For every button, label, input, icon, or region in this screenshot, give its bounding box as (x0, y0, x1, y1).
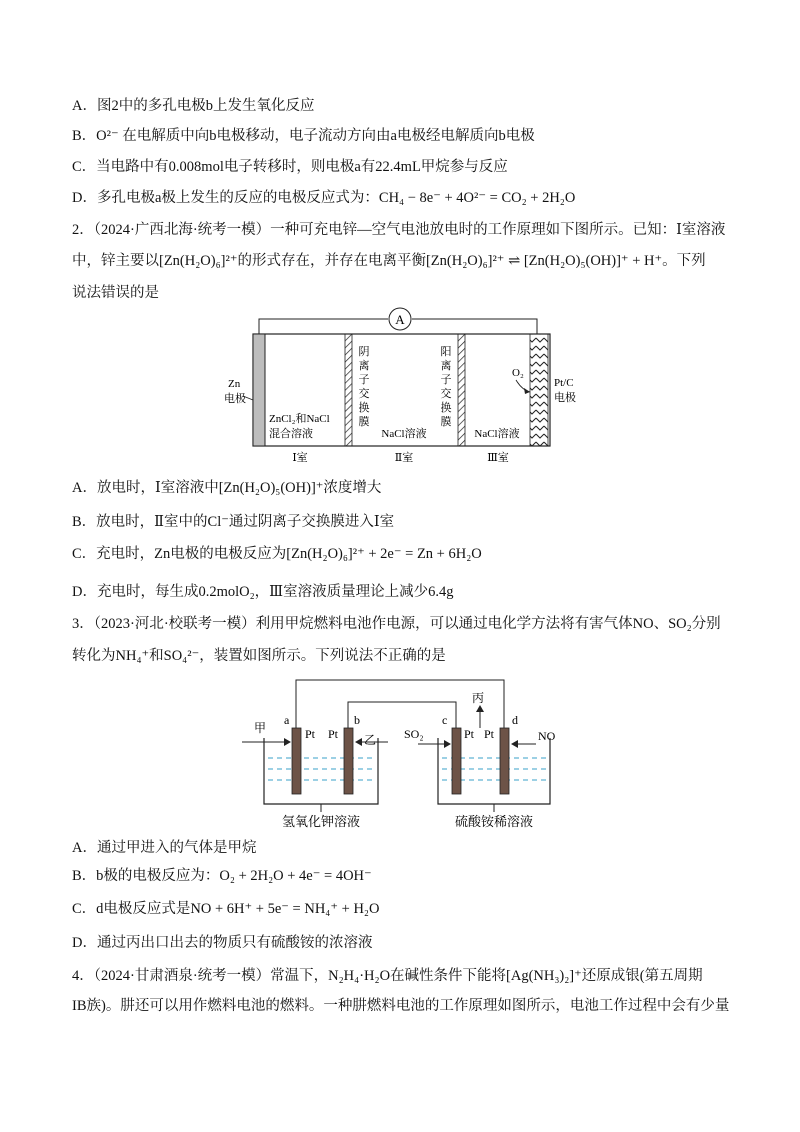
zinc-air-battery-diagram (224, 304, 576, 468)
cation-membrane-char: 换 (440, 402, 452, 414)
electrode-a-label: a (284, 713, 290, 727)
cation-membrane-char: 离 (440, 360, 452, 372)
q2-option-b: B．放电时，Ⅱ室中的Cl⁻通过阴离子交换膜进入Ⅰ室 (72, 514, 395, 530)
anion-membrane-char: 膜 (358, 416, 370, 428)
q1-option-d: D．多孔电极a极上发生的反应的电极反应式为：CH₄ − 8e⁻ + 4O²⁻ = CO₂ + 2H₂O (72, 190, 576, 206)
q2-option-d: D．充电时，每生成0.2molO₂，Ⅲ室溶液质量理论上减少6.4g (72, 584, 454, 600)
room2-label: Ⅱ室 (394, 452, 414, 464)
anion-membrane-char: 阴 (358, 346, 370, 358)
pt-label: Pt (328, 727, 339, 741)
room3-label: Ⅲ室 (487, 452, 509, 464)
anion-membrane-char: 子 (358, 374, 370, 386)
o2-label: O₂ (512, 367, 524, 379)
room1-solution-label: ZnCl₂和NaCl (269, 413, 330, 425)
pt-label: Pt (305, 727, 316, 741)
so2-label: SO₂ (404, 727, 424, 741)
no-label: NO (538, 729, 556, 743)
room2-solution-label: NaCl溶液 (381, 428, 427, 440)
q2-option-a: A．放电时，Ⅰ室溶液中[Zn(H₂O)₅(OH)]⁺浓度增大 (72, 480, 382, 496)
pt-label: Pt (484, 727, 495, 741)
q3-stem-line1: 3．（2023·河北·校联考一模）利用甲烷燃料电池作电源，可以通过电化学方法将有害气体NO、SO₂分别 (72, 616, 721, 632)
q2-stem-line2: 中，锌主要以[Zn(H₂O)₆]²⁺的形式存在，并存在电离平衡[Zn(H₂O)₆]²⁺ ⇌ [Zn(H₂O)₅(OH)]⁺ + H⁺。下列 (72, 253, 706, 269)
q2-stem-line1: 2．（2024·广西北海·统考一模）一种可充电锌—空气电池放电时的工作原理如下图所示。已知：Ⅰ室溶液 (72, 222, 726, 238)
room1-label: Ⅰ室 (292, 452, 308, 464)
q1-option-a: A．图2中的多孔电极b上发生氧化反应 (72, 98, 315, 114)
koh-solution-label: 氢氧化钾溶液 (281, 814, 361, 829)
zn-label: Zn (228, 378, 241, 390)
room3-solution-label: NaCl溶液 (474, 428, 520, 440)
electrode-c-label: c (442, 713, 448, 727)
ammonium-sulfate-solution-label: 硫酸铵稀溶液 (454, 814, 534, 829)
anion-membrane-char: 换 (358, 402, 370, 414)
q2-stem-line3: 说法错误的是 (72, 285, 159, 301)
q2-option-c: C．充电时，Zn电极的电极反应为[Zn(H₂O)₆]²⁺ + 2e⁻ = Zn + 6H₂O (72, 546, 482, 562)
pt-label: Pt (464, 727, 475, 741)
q3-option-b: B．b极的电极反应为：O₂ + 2H₂O + 4e⁻ = 4OH⁻ (72, 868, 372, 884)
bing-label: 丙 (472, 691, 485, 705)
fuel-cell-electrolysis-diagram (236, 672, 572, 832)
q3-option-a: A．通过甲进入的气体是甲烷 (72, 840, 257, 856)
room1-solution-label2: 混合溶液 (269, 428, 313, 440)
cation-membrane-char: 交 (440, 388, 452, 400)
q3-option-c: C．d电极反应式是NO + 6H⁺ + 5e⁻ = NH₄⁺ + H₂O (72, 901, 380, 917)
ptc-electrode-label: 电极 (554, 392, 576, 404)
ptc-label: Pt/C (554, 377, 574, 389)
cation-membrane-char: 子 (440, 374, 452, 386)
electrode-b-label: b (354, 713, 360, 727)
q4-stem-line1: 4．（2024·甘肃酒泉·统考一模）常温下，N₂H₄·H₂O在碱性条件下能将[Ag(NH₃)₂]⁺还原成银(第五周期 (72, 968, 703, 984)
q4-stem-line2: IB族)。肼还可以用作燃料电池的燃料。一种肼燃料电池的工作原理如图所示，电池工作过程中会有少量 (72, 998, 730, 1014)
anion-membrane-char: 离 (358, 360, 370, 372)
cation-membrane-char: 膜 (440, 416, 452, 428)
electrode-d-label: d (512, 713, 518, 727)
q1-option-c: C．当电路中有0.008mol电子转移时，则电极a有22.4mL甲烷参与反应 (72, 159, 508, 175)
cation-membrane-char: 阳 (440, 346, 452, 358)
yi-label: 乙 (364, 733, 377, 747)
anion-membrane-char: 交 (358, 388, 370, 400)
q1-option-b: B．O²⁻ 在电解质中向b电极移动，电子流动方向由a电极经电解质向b电极 (72, 128, 535, 144)
ammeter-label: A (395, 312, 405, 327)
jia-label: 甲 (254, 721, 267, 735)
q3-option-d: D．通过丙出口出去的物质只有硫酸铵的浓溶液 (72, 935, 373, 951)
q3-stem-line2: 转化为NH₄⁺和SO₄²⁻，装置如图所示。下列说法不正确的是 (72, 648, 446, 664)
zn-electrode-label: 电极 (224, 393, 246, 405)
